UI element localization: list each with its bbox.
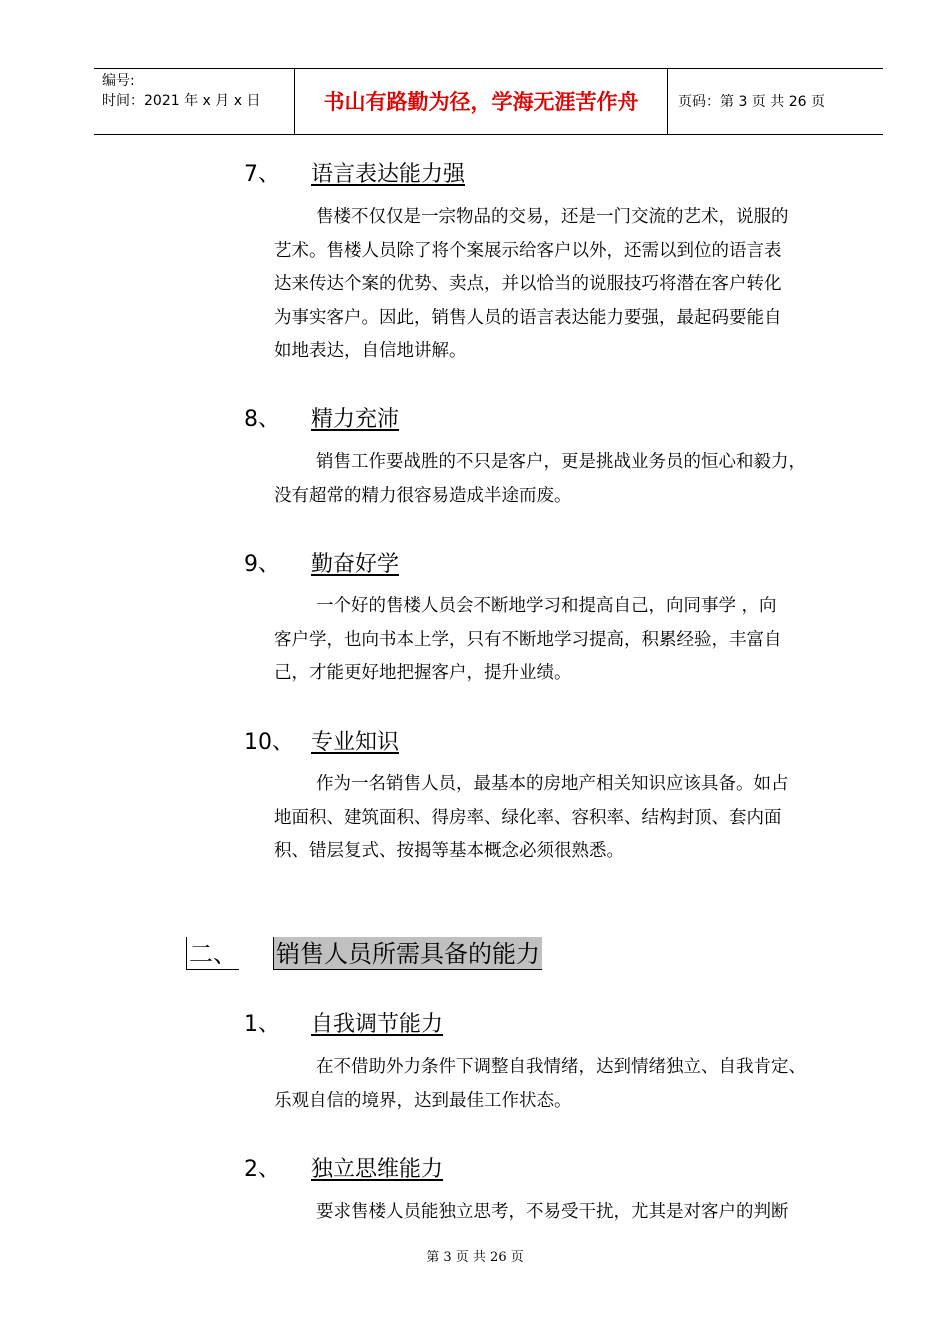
section-number: 二、: [186, 937, 239, 970]
heading-title: 精力充沛: [311, 407, 400, 432]
page-footer: 第 3 页 共 26 页: [426, 1250, 524, 1265]
header-page-info: 页码：第 3 页 共 26 页: [678, 94, 825, 110]
heading-title: 勤奋好学: [311, 552, 400, 577]
header-motto: 书山有路勤为径，学海无涯苦作舟: [295, 69, 668, 134]
heading-number: 8、: [244, 407, 280, 432]
paragraph-item-2: [274, 1196, 854, 1230]
text-line: 达来传达个案的优势、卖点，并以恰当的说服技巧将潜在客户转化: [274, 274, 782, 294]
text-line: 没有超常的精力很容易造成半途而废。: [274, 485, 572, 506]
time-label: 时间：2021 年 x 月 x 日: [102, 93, 261, 109]
text-line: 为事实客户。因此，销售人员的语言表达能力要强，最起码要能自: [274, 307, 782, 328]
text-line: 售楼不仅仅是一宗物品的交易，还是一门交流的艺术，说服的: [316, 207, 789, 227]
text-line: 如地表达，自信地讲解。: [274, 341, 467, 361]
text-line: 客户学，也向书本上学，只有不断地学习提高，积累经验，丰富自: [274, 629, 782, 650]
text-line: 一个好的售楼人员会不断地学习和提高自己，向同事学 ，向: [316, 596, 777, 616]
page-header: [94, 68, 883, 135]
text-line: 作为一名销售人员，最基本的房地产相关知识应该具备。如占: [316, 774, 789, 794]
paragraph-item-7: [274, 201, 854, 369]
section-heading: [186, 937, 542, 971]
heading-item-10: [244, 728, 399, 758]
heading-number: 10、: [244, 730, 294, 755]
paragraph-item-1: [274, 1051, 854, 1118]
heading-title: 专业知识: [311, 730, 400, 755]
heading-item-1: [244, 1010, 443, 1040]
paragraph-item-9: [274, 590, 854, 691]
text-line: 在不借助外力条件下调整自我情绪，达到情绪独立、自我肯定、: [316, 1057, 806, 1077]
heading-item-9: [244, 550, 399, 580]
section-title: 销售人员所需具备的能力: [273, 937, 542, 970]
heading-item-8: [244, 405, 399, 435]
heading-title: 独立思维能力: [311, 1157, 444, 1182]
heading-title: 语言表达能力强: [311, 162, 466, 187]
text-line: 要求售楼人员能独立思考，不易受干扰，尤其是对客户的判断: [316, 1202, 789, 1222]
text-line: 艺术。售楼人员除了将个案展示给客户以外，还需以到位的语言表: [274, 240, 782, 261]
header-meta: [94, 69, 295, 134]
text-line: 己，才能更好地把握客户，提升业绩。: [274, 663, 572, 683]
heading-item-7: [244, 160, 465, 190]
heading-item-2: [244, 1155, 443, 1185]
paragraph-item-8: [274, 446, 854, 513]
text-line: 积、错层复式、按揭等基本概念必须很熟悉。: [274, 841, 624, 861]
heading-number: 7、: [244, 162, 280, 187]
text-line: 地面积、建筑面积、得房率、绿化率、容积率、结构封顶、套内面: [274, 807, 782, 828]
heading-title: 自我调节能力: [311, 1012, 444, 1037]
text-line: 销售工作要战胜的不只是客户，更是挑战业务员的恒心和毅力，: [316, 452, 806, 472]
text-line: 乐观自信的境界，达到最佳工作状态。: [274, 1090, 572, 1111]
heading-number: 2、: [244, 1157, 280, 1182]
paragraph-item-10: [274, 768, 854, 869]
number-label: 编号:: [102, 73, 135, 89]
heading-number: 1、: [244, 1012, 280, 1037]
heading-number: 9、: [244, 552, 280, 577]
